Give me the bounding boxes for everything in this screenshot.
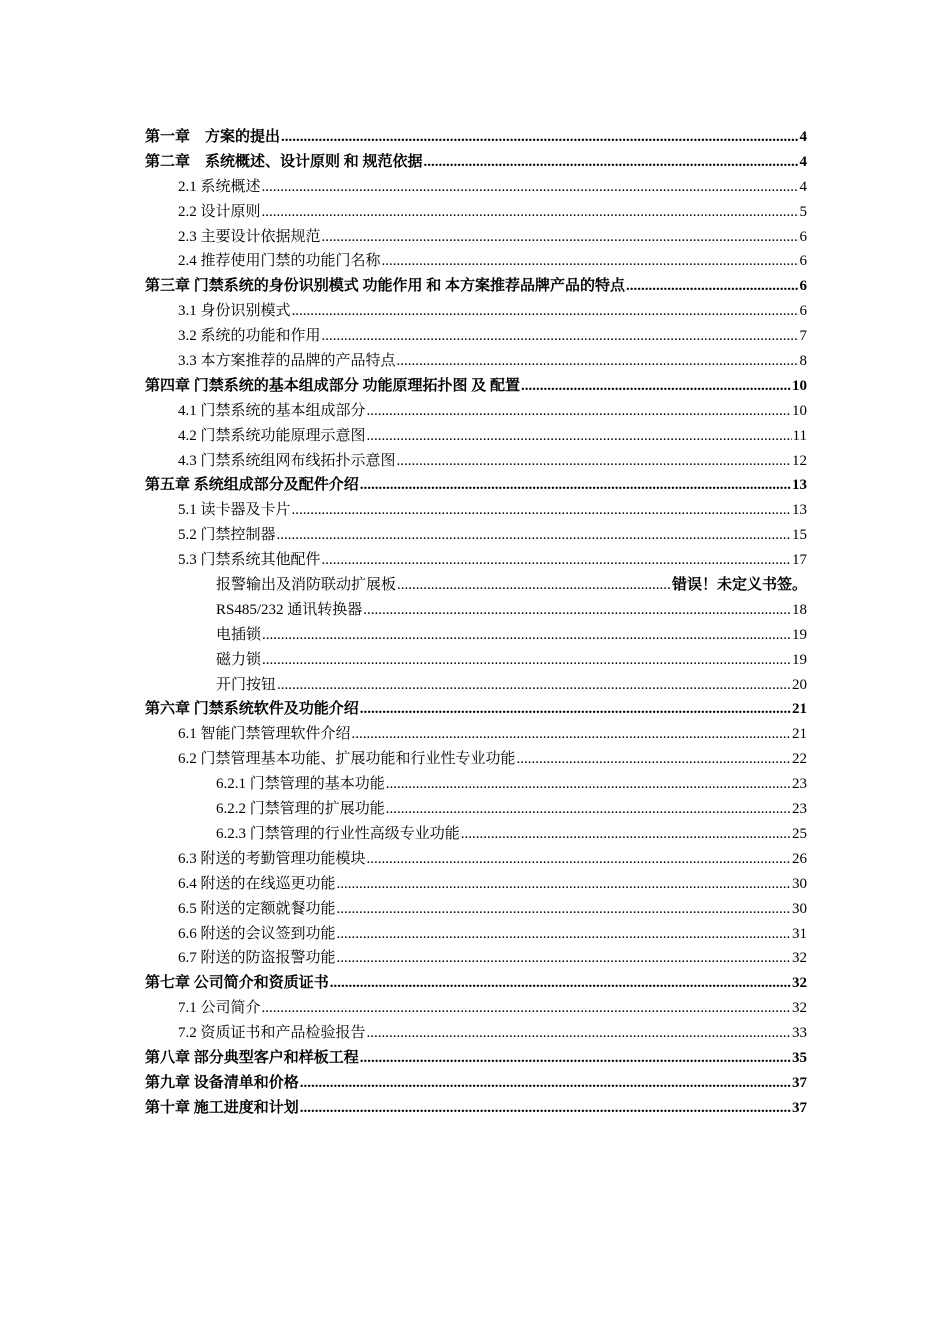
toc-page-number: 35 bbox=[792, 1049, 807, 1066]
toc-chapter-entry[interactable] bbox=[145, 150, 807, 175]
toc-entry-title: 报警输出及消防联动扩展板 bbox=[216, 577, 397, 594]
toc-page-number: 11 bbox=[792, 427, 807, 444]
toc-subsection-entry[interactable] bbox=[145, 648, 807, 673]
toc-dot-leader bbox=[277, 523, 791, 548]
toc-dot-leader bbox=[360, 473, 791, 498]
toc-entry-title: 7.2 资质证书和产品检验报告 bbox=[178, 1025, 366, 1042]
table-of-contents bbox=[145, 125, 807, 1121]
toc-dot-leader bbox=[352, 722, 791, 747]
toc-entry-title: 第七章 公司简介和资质证书 bbox=[145, 975, 329, 992]
toc-dot-leader bbox=[424, 150, 799, 175]
toc-dot-leader bbox=[262, 996, 791, 1021]
toc-page-number: 18 bbox=[792, 601, 807, 618]
toc-dot-leader bbox=[360, 697, 791, 722]
toc-entry-title: 第六章 门禁系统软件及功能介绍 bbox=[145, 701, 359, 718]
toc-dot-leader bbox=[386, 797, 791, 822]
toc-entry-title: 2.1 系统概述 bbox=[178, 178, 261, 195]
toc-entry-title: 3.1 身份识别模式 bbox=[178, 303, 291, 320]
toc-dot-leader bbox=[337, 946, 791, 971]
toc-page-number: 17 bbox=[792, 552, 807, 569]
toc-chapter-entry[interactable] bbox=[145, 125, 807, 150]
toc-entry-title: 6.2 门禁管理基本功能、扩展功能和行业性专业功能 bbox=[178, 751, 516, 768]
toc-section-entry[interactable] bbox=[145, 498, 807, 523]
toc-entry-title: 第五章 系统组成部分及配件介绍 bbox=[145, 477, 359, 494]
toc-dot-leader bbox=[382, 249, 799, 274]
toc-section-entry[interactable] bbox=[145, 1021, 807, 1046]
toc-page-number: 30 bbox=[792, 875, 807, 892]
toc-subsection-entry[interactable] bbox=[145, 822, 807, 847]
toc-chapter-entry[interactable] bbox=[145, 374, 807, 399]
toc-entry-title: 7.1 公司简介 bbox=[178, 1000, 261, 1017]
toc-section-entry[interactable] bbox=[145, 200, 807, 225]
toc-entry-title: 2.2 设计原则 bbox=[178, 203, 261, 220]
toc-entry-title: 第九章 设备清单和价格 bbox=[145, 1074, 299, 1091]
toc-page-number: 37 bbox=[792, 1074, 807, 1091]
toc-section-entry[interactable] bbox=[145, 996, 807, 1021]
toc-subsection-entry[interactable] bbox=[145, 573, 807, 598]
toc-section-entry[interactable] bbox=[145, 523, 807, 548]
toc-section-entry[interactable] bbox=[145, 324, 807, 349]
toc-section-entry[interactable] bbox=[145, 399, 807, 424]
toc-section-entry[interactable] bbox=[145, 225, 807, 250]
toc-dot-leader bbox=[337, 872, 791, 897]
toc-dot-leader bbox=[461, 822, 791, 847]
toc-page-number: 13 bbox=[792, 477, 807, 494]
toc-chapter-entry[interactable] bbox=[145, 274, 807, 299]
toc-page-number: 10 bbox=[792, 402, 807, 419]
toc-entry-title: 第一章 方案的提出 bbox=[145, 129, 281, 145]
toc-dot-leader bbox=[517, 747, 791, 772]
toc-section-entry[interactable] bbox=[145, 747, 807, 772]
toc-dot-leader bbox=[281, 125, 798, 150]
toc-dot-leader bbox=[322, 324, 799, 349]
toc-section-entry[interactable] bbox=[145, 897, 807, 922]
toc-page-number: 32 bbox=[792, 1000, 807, 1017]
toc-dot-leader bbox=[262, 200, 799, 225]
toc-entry-title: RS485/232 通讯转换器 bbox=[216, 601, 363, 618]
toc-entry-title: 2.4 推荐使用门禁的功能门名称 bbox=[178, 253, 381, 270]
toc-subsection-entry[interactable] bbox=[145, 797, 807, 822]
toc-dot-leader bbox=[360, 1046, 791, 1071]
toc-entry-title: 3.2 系统的功能和作用 bbox=[178, 328, 321, 345]
toc-page-number: 7 bbox=[799, 328, 807, 345]
toc-section-entry[interactable] bbox=[145, 847, 807, 872]
toc-dot-leader bbox=[397, 449, 791, 474]
toc-dot-leader bbox=[521, 374, 791, 399]
toc-entry-title: 4.1 门禁系统的基本组成部分 bbox=[178, 402, 366, 419]
toc-section-entry[interactable] bbox=[145, 548, 807, 573]
toc-page-number: 5 bbox=[799, 203, 807, 220]
toc-page-number: 10 bbox=[792, 377, 807, 394]
toc-page-number: 6 bbox=[799, 303, 807, 320]
toc-page-number: 30 bbox=[792, 900, 807, 917]
toc-entry-title: 6.2.2 门禁管理的扩展功能 bbox=[216, 801, 385, 818]
toc-page-number: 21 bbox=[792, 701, 807, 718]
toc-entry-title: 第四章 门禁系统的基本组成部分 功能原理拓扑图 及 配置 bbox=[145, 377, 521, 394]
toc-section-entry[interactable] bbox=[145, 249, 807, 274]
toc-entry-title: 5.3 门禁系统其他配件 bbox=[178, 552, 321, 569]
toc-chapter-entry[interactable] bbox=[145, 473, 807, 498]
toc-dot-leader bbox=[330, 971, 791, 996]
toc-chapter-entry[interactable] bbox=[145, 1046, 807, 1071]
toc-dot-leader bbox=[292, 498, 791, 523]
toc-page-number: 26 bbox=[792, 850, 807, 867]
toc-dot-leader bbox=[292, 299, 799, 324]
toc-entry-title: 2.3 主要设计依据规范 bbox=[178, 228, 321, 245]
toc-dot-leader bbox=[262, 175, 799, 200]
toc-dot-leader bbox=[397, 573, 671, 598]
toc-chapter-entry[interactable] bbox=[145, 1096, 807, 1121]
toc-entry-title: 6.5 附送的定额就餐功能 bbox=[178, 900, 336, 917]
toc-page-number: 20 bbox=[792, 676, 807, 693]
toc-section-entry[interactable] bbox=[145, 424, 807, 449]
toc-dot-leader bbox=[367, 847, 791, 872]
toc-page-number: 19 bbox=[792, 651, 807, 668]
toc-entry-title: 5.2 门禁控制器 bbox=[178, 527, 276, 544]
toc-dot-leader bbox=[626, 274, 798, 299]
toc-dot-leader bbox=[367, 1021, 791, 1046]
toc-entry-title: 电插锁 bbox=[216, 626, 262, 643]
toc-page-number: 8 bbox=[799, 353, 807, 370]
toc-page-number: 23 bbox=[792, 801, 807, 818]
toc-dot-leader bbox=[363, 598, 791, 623]
toc-dot-leader bbox=[337, 897, 791, 922]
toc-entry-title: 第十章 施工进度和计划 bbox=[145, 1099, 299, 1116]
toc-entry-title: 磁力锁 bbox=[216, 651, 262, 668]
toc-entry-title: 6.6 附送的会议签到功能 bbox=[178, 925, 336, 942]
toc-page-number: 12 bbox=[792, 452, 807, 469]
toc-page-number: 25 bbox=[792, 825, 807, 842]
toc-page-number: 21 bbox=[792, 726, 807, 743]
toc-page-number: 4 bbox=[799, 129, 807, 145]
toc-page-number: 15 bbox=[792, 527, 807, 544]
toc-section-entry[interactable] bbox=[145, 922, 807, 947]
toc-entry-title: 4.2 门禁系统功能原理示意图 bbox=[178, 427, 366, 444]
toc-bookmark-error: 错误！未定义书签。 bbox=[671, 577, 807, 594]
toc-subsection-entry[interactable] bbox=[145, 598, 807, 623]
toc-section-entry[interactable] bbox=[145, 946, 807, 971]
toc-entry-title: 5.1 读卡器及卡片 bbox=[178, 502, 291, 519]
toc-dot-leader bbox=[262, 648, 791, 673]
toc-page-number: 4 bbox=[799, 153, 807, 170]
toc-entry-title: 6.2.1 门禁管理的基本功能 bbox=[216, 776, 385, 793]
toc-dot-leader bbox=[397, 349, 799, 374]
toc-subsection-entry[interactable] bbox=[145, 673, 807, 698]
toc-page-number: 37 bbox=[792, 1099, 807, 1116]
toc-entry-title: 开门按钮 bbox=[216, 676, 277, 693]
toc-entry-title: 6.2.3 门禁管理的行业性高级专业功能 bbox=[216, 825, 460, 842]
toc-page-number: 6 bbox=[799, 278, 807, 295]
toc-page-number: 23 bbox=[792, 776, 807, 793]
toc-dot-leader bbox=[322, 548, 791, 573]
toc-chapter-entry[interactable] bbox=[145, 1071, 807, 1096]
toc-entry-title: 第三章 门禁系统的身份识别模式 功能作用 和 本方案推荐品牌产品的特点 bbox=[145, 278, 626, 295]
toc-page-number: 22 bbox=[792, 751, 807, 768]
toc-dot-leader bbox=[337, 922, 791, 947]
toc-dot-leader bbox=[277, 673, 791, 698]
toc-dot-leader bbox=[300, 1096, 791, 1121]
toc-entry-title: 第二章 系统概述、设计原则 和 规范依据 bbox=[145, 153, 423, 170]
toc-entry-title: 第八章 部分典型客户和样板工程 bbox=[145, 1049, 359, 1066]
toc-section-entry[interactable] bbox=[145, 872, 807, 897]
toc-subsection-entry[interactable] bbox=[145, 623, 807, 648]
toc-dot-leader bbox=[367, 424, 792, 449]
toc-section-entry[interactable] bbox=[145, 722, 807, 747]
toc-page-number: 31 bbox=[792, 925, 807, 942]
toc-section-entry[interactable] bbox=[145, 175, 807, 200]
toc-dot-leader bbox=[262, 623, 791, 648]
toc-subsection-entry[interactable] bbox=[145, 772, 807, 797]
toc-page-number: 32 bbox=[792, 975, 807, 992]
toc-page-number: 33 bbox=[792, 1025, 807, 1042]
toc-page-number: 13 bbox=[792, 502, 807, 519]
toc-chapter-entry[interactable] bbox=[145, 971, 807, 996]
toc-entry-title: 6.3 附送的考勤管理功能模块 bbox=[178, 850, 366, 867]
toc-page-number: 32 bbox=[792, 950, 807, 967]
toc-page-number: 6 bbox=[799, 253, 807, 270]
toc-section-entry[interactable] bbox=[145, 449, 807, 474]
toc-chapter-entry[interactable] bbox=[145, 697, 807, 722]
toc-dot-leader bbox=[322, 225, 799, 250]
toc-entry-title: 3.3 本方案推荐的品牌的产品特点 bbox=[178, 353, 396, 370]
toc-dot-leader bbox=[367, 399, 791, 424]
toc-page-number: 4 bbox=[799, 178, 807, 195]
toc-entry-title: 4.3 门禁系统组网布线拓扑示意图 bbox=[178, 452, 396, 469]
toc-section-entry[interactable] bbox=[145, 349, 807, 374]
toc-page-number: 6 bbox=[799, 228, 807, 245]
toc-dot-leader bbox=[300, 1071, 791, 1096]
toc-dot-leader bbox=[386, 772, 791, 797]
toc-entry-title: 6.1 智能门禁管理软件介绍 bbox=[178, 726, 351, 743]
toc-section-entry[interactable] bbox=[145, 299, 807, 324]
toc-entry-title: 6.7 附送的防盗报警功能 bbox=[178, 950, 336, 967]
toc-page-number: 19 bbox=[792, 626, 807, 643]
toc-entry-title: 6.4 附送的在线巡更功能 bbox=[178, 875, 336, 892]
